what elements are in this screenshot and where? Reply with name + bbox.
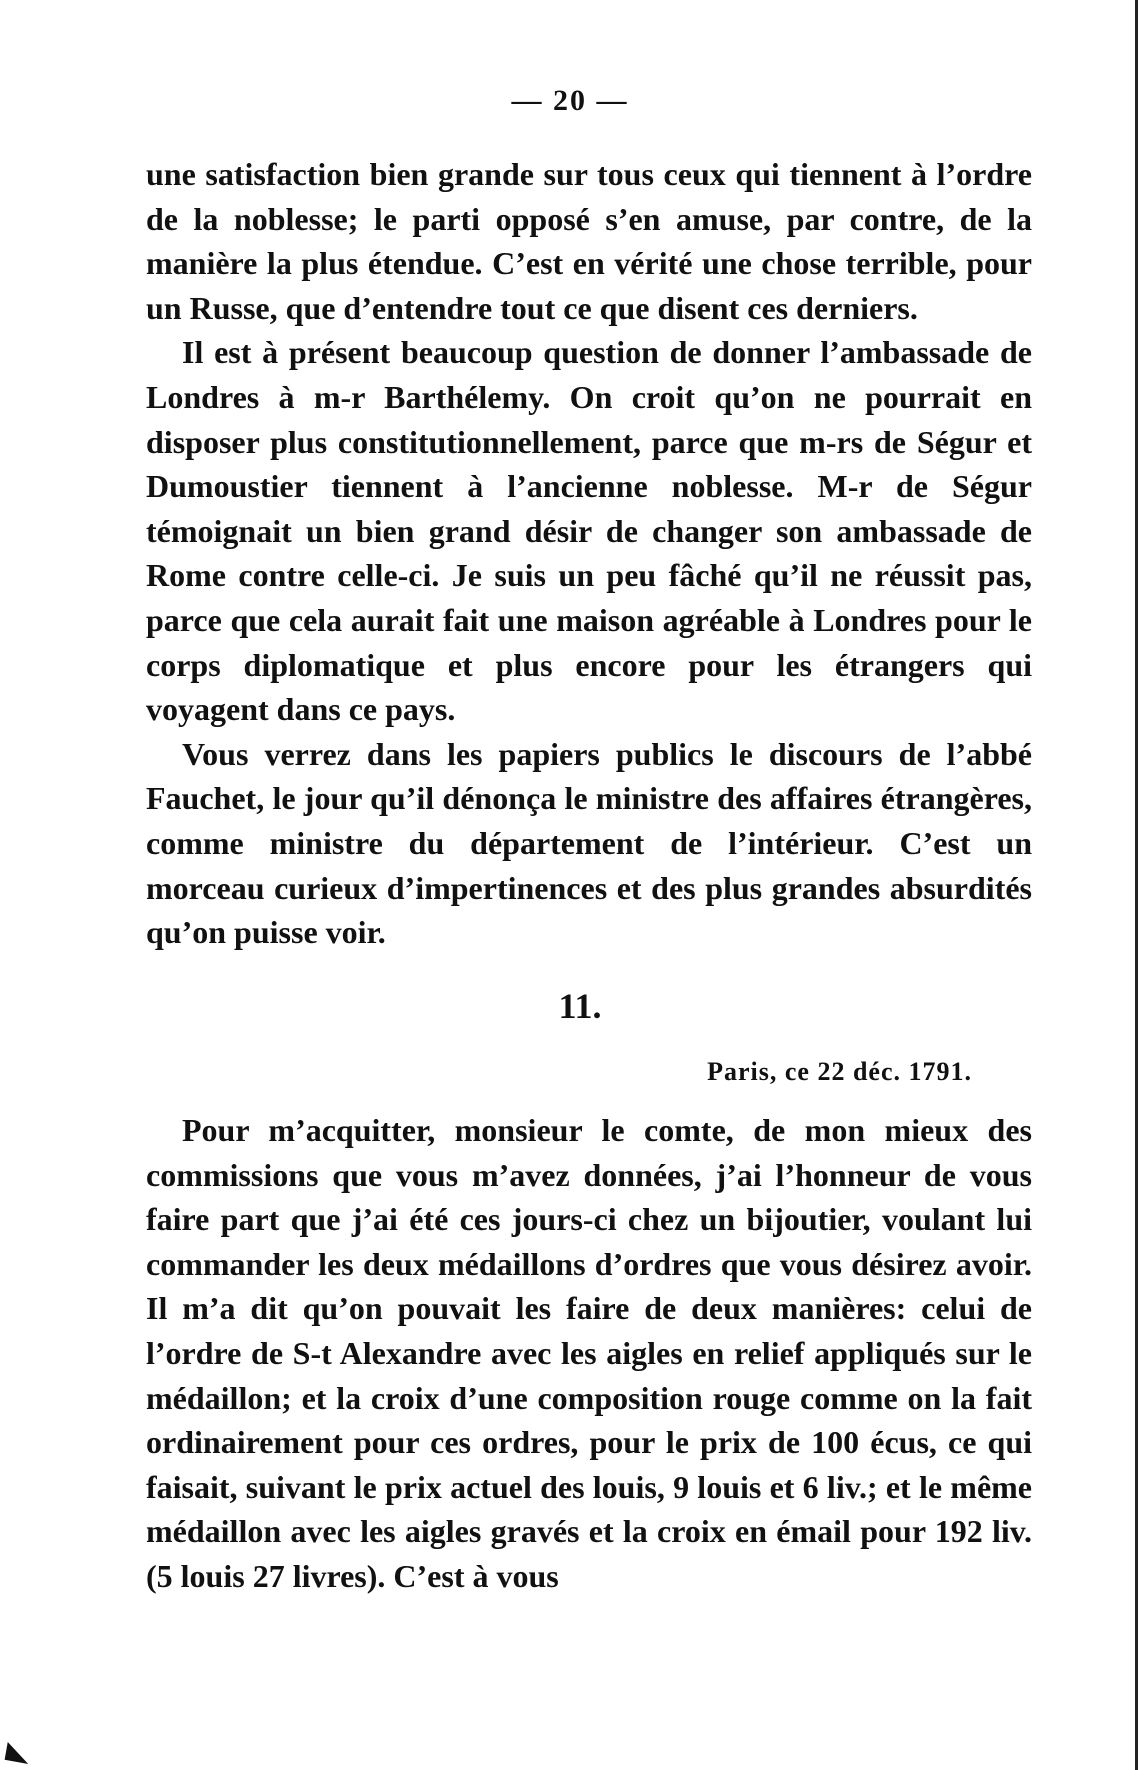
scan-corner-mark [5,1742,32,1764]
page-number: — 20 — [511,84,629,117]
letter-text [146,1108,1032,1599]
paragraph: Vous verrez dans les papiers publics le discours de l’abbé Fauchet, le jour qu’il dénonça le ministre des affaires étrangères, comme ministre du département de l’intérieur. C’est un morceau curieux d’impertinences et des plus grandes absurdités qu’on puisse voir. [146,735,1032,951]
paragraph: une satisfaction bien grande sur tous ceux qui tiennent à l’ordre de la noblesse; le parti opposé s’en amuse, par contre, de la manière la plus étendue. C’est en vérité une chose terrible, pour un Russe, que d’entendre tout ce que disent ces derniers. [146,156,1032,326]
paragraph: Pour m’acquitter, monsieur le comte, de mon mieux des commissions que vous m’avez données, j’ai l’honneur de vous faire part que j’ai été ces jours-ci chez un bijoutier, voulant lui commander les deux médaillons d’ordres que vous désirez avoir. Il m’a dit qu’on pouvait les faire de deux manières: celui de l’ordre de S-t Alexandre avec les aigles en relief appliqués sur le médaillon; et la croix d’une composition rouge comme on la fait ordinairement pour ces ordres, pour le prix de 100 écus, ce qui faisait, suivant le prix actuel des louis, 9 louis et 6 liv.; et le même médaillon avec les aigles gravés et la croix en émail pour 192 liv. (5 louis 27 livres). C’est à vous [146,1112,1032,1594]
paragraph: Il est à présent beaucoup question de donner l’ambassade de Londres à m-r Barthélemy. On croit qu’on ne pourrait en disposer plus constitutionnellement, parce que m-rs de Ségur et Dumoustier tiennent à l’ancienne noblesse. M-r de Ségur témoignait un bien grand désir de changer son ambassade de Rome contre celle-ci. Je suis un peu fâché qu’il ne réussit pas, parce que cela aurait fait une maison agréable à Londres pour le corps diplomatique et plus encore pour les étrangers qui voyagent dans ce pays. [146,334,1032,728]
letter-dateline: Paris, ce 22 déc. 1791. [707,1057,972,1086]
letter-number: 11. [558,986,602,1026]
page-edge-rule [1135,0,1138,1770]
continuation-text [146,152,1032,955]
